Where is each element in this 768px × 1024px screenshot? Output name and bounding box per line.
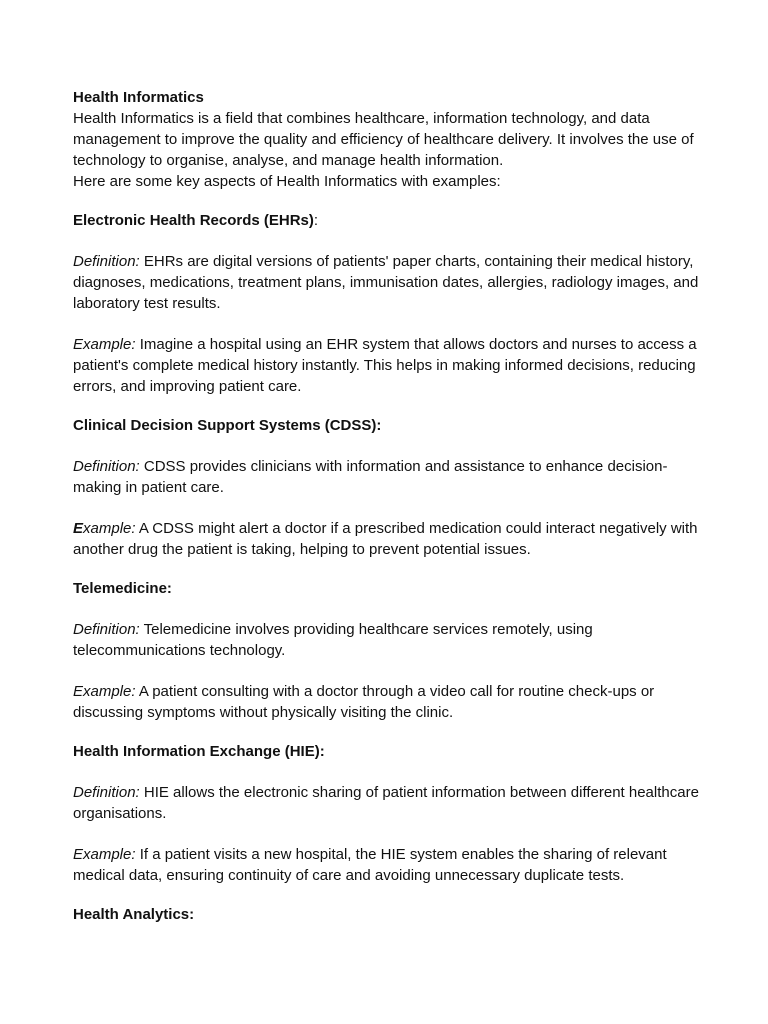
- definition-text: HIE allows the electronic sharing of patient information between different healthcare organisations.: [73, 784, 699, 822]
- definition-label: Definition:: [73, 621, 140, 638]
- example-label: Example:: [73, 683, 136, 700]
- definition-paragraph: [73, 251, 703, 314]
- section-heading: Health Analytics:: [73, 906, 195, 923]
- example-text: A patient consulting with a doctor through a video call for routine check-ups or discussing symptoms without physically visiting the clinic.: [73, 683, 655, 721]
- definition-paragraph: [73, 782, 703, 824]
- definition-label: Definition:: [73, 458, 140, 475]
- example-paragraph: [73, 518, 703, 560]
- example-label: Example:: [73, 336, 136, 353]
- section-telemedicine: [73, 578, 703, 723]
- example-label-rest: xample:: [83, 520, 136, 537]
- definition-text: CDSS provides clinicians with information and assistance to enhance decision-making in patient care.: [73, 458, 668, 496]
- section-heading: Telemedicine:: [73, 580, 172, 597]
- example-label-first-letter: E: [73, 520, 84, 537]
- section-hie: [73, 741, 703, 886]
- definition-label: Definition:: [73, 253, 140, 270]
- section-heading-bold: Electronic Health Records (EHRs): [73, 212, 314, 229]
- example-paragraph: [73, 844, 703, 886]
- document-title: Health Informatics: [73, 89, 204, 106]
- example-text: A CDSS might alert a doctor if a prescribed medication could interact negatively with another drug the patient is taking, helping to prevent potential issues.: [73, 520, 698, 558]
- definition-text: EHRs are digital versions of patients' paper charts, containing their medical history, diagnoses, medications, treatment plans, immunisation dates, allergies, radiology images, and laboratory test results.: [73, 253, 699, 312]
- intro-paragraph: Health Informatics is a field that combines healthcare, information technology, and data management to improve the quality and efficiency of healthcare delivery. It involves the use of technology to organise, analyse, and manage health information.: [73, 110, 694, 169]
- intro-block: [73, 87, 703, 192]
- section-heading: Clinical Decision Support Systems (CDSS):: [73, 417, 382, 434]
- example-paragraph: [73, 334, 703, 397]
- section-heading: Health Information Exchange (HIE):: [73, 743, 325, 760]
- section-heading: [73, 210, 703, 231]
- document-page: [73, 87, 703, 925]
- intro-followup: Here are some key aspects of Health Informatics with examples:: [73, 173, 501, 190]
- section-health-analytics: [73, 904, 703, 925]
- definition-text: Telemedicine involves providing healthcare services remotely, using telecommunications technology.: [73, 621, 593, 659]
- example-text: If a patient visits a new hospital, the HIE system enables the sharing of relevant medical data, ensuring continuity of care and avoiding unnecessary duplicate tests.: [73, 846, 667, 884]
- example-paragraph: [73, 681, 703, 723]
- definition-paragraph: [73, 619, 703, 661]
- section-heading-suffix: :: [313, 212, 319, 229]
- section-ehrs: [73, 210, 703, 397]
- section-cdss: [73, 415, 703, 560]
- definition-label: Definition:: [73, 784, 140, 801]
- example-text: Imagine a hospital using an EHR system that allows doctors and nurses to access a patient's complete medical history instantly. This helps in making informed decisions, reducing errors, and improving patient care.: [73, 336, 697, 395]
- definition-paragraph: [73, 456, 703, 498]
- example-label: Example:: [73, 846, 136, 863]
